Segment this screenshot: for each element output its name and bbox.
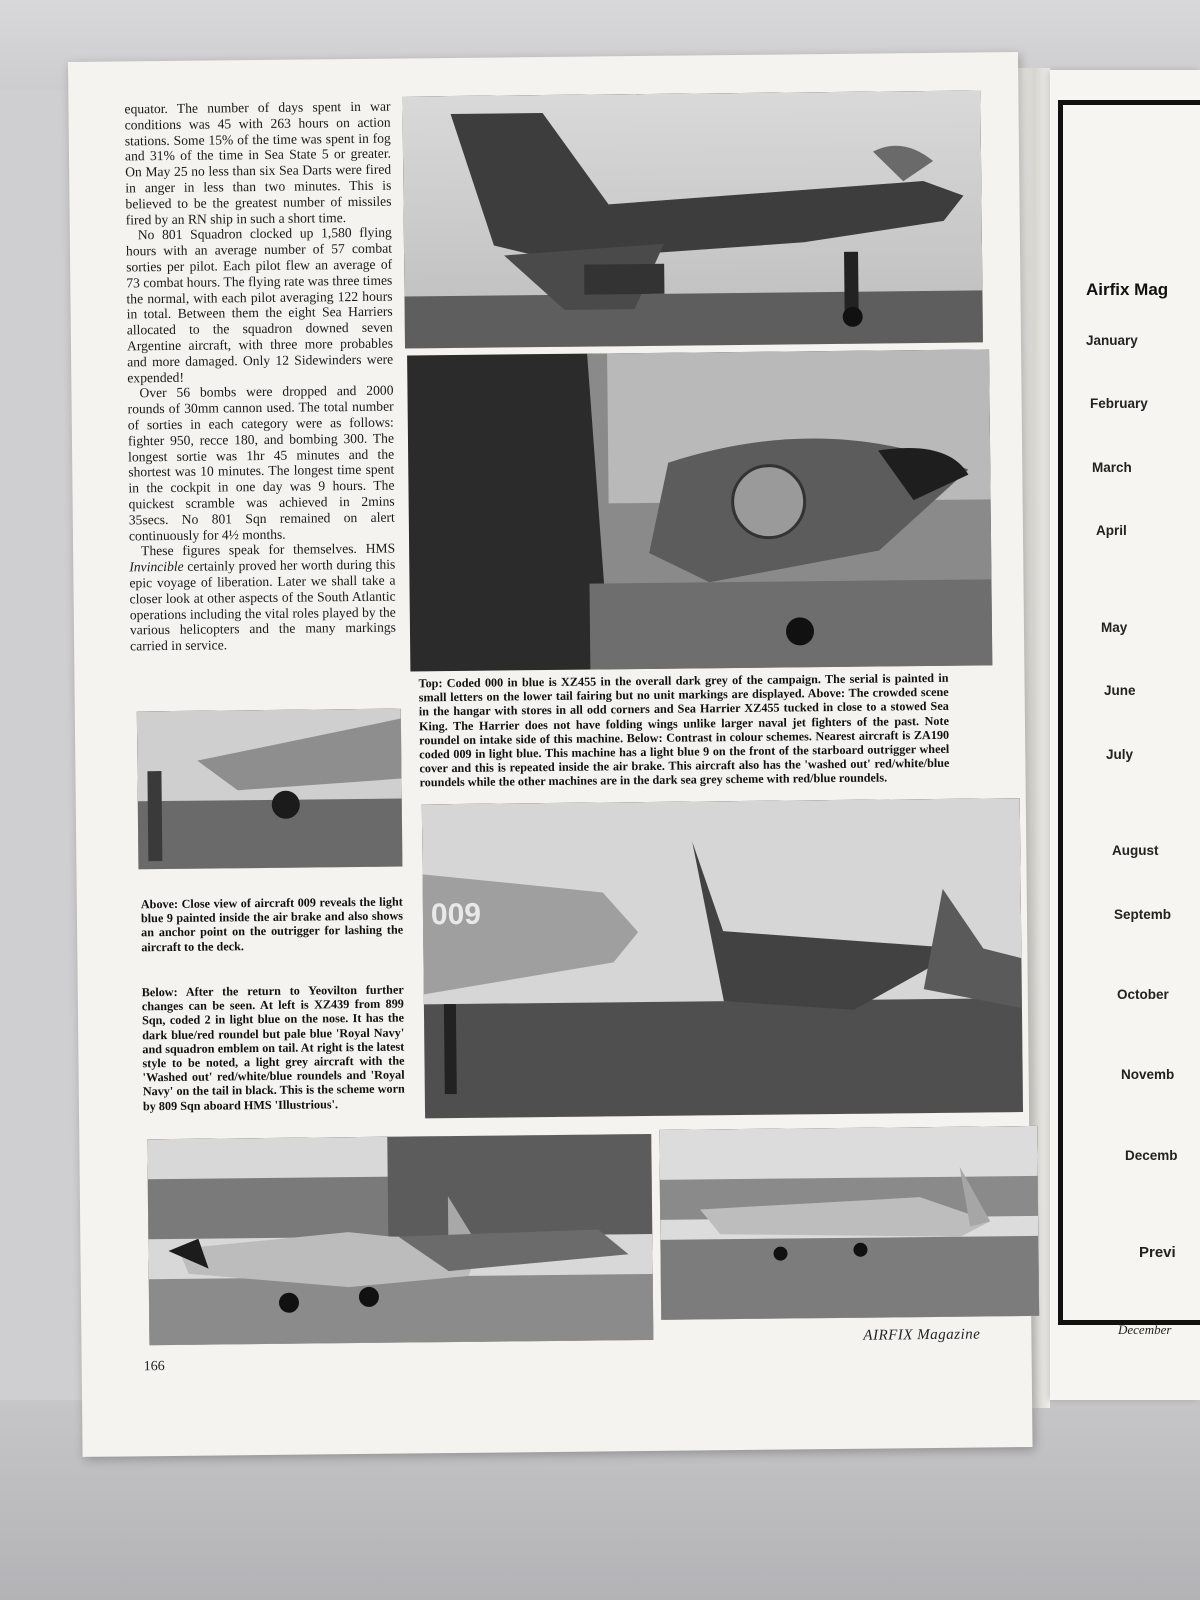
month-label: August (1112, 843, 1159, 858)
photo-hangar (407, 349, 992, 671)
text-span: certainly proved her worth during this epic voyage of liberation. Later we shall take a closer look at other aspects of the South Atlantic operations including the vital roles played by the various helicopters and the many markings carried in service. (129, 556, 397, 654)
photo-harrier-side (402, 90, 983, 348)
ship-name: Invincible (129, 558, 184, 575)
magazine-footer: AIRFIX Magazine (863, 1326, 981, 1344)
month-label: June (1104, 683, 1136, 698)
photo-outrigger-closeup (137, 709, 403, 870)
article-column (124, 99, 396, 655)
photo-colour-schemes (422, 798, 1023, 1118)
month-label: February (1090, 396, 1148, 411)
calendar-title: Airfix Mag (1086, 280, 1169, 299)
article-paragraph (129, 541, 396, 654)
month-label: Novemb (1121, 1067, 1175, 1082)
calendar-footer: December (1118, 1322, 1172, 1337)
photo-yeovilton-right (659, 1126, 1039, 1320)
article-paragraph: Over 56 bombs were dropped and 2000 rounds of 30mm cannon used. The total number of sorties in each category were as follows: fighter 950, recce 180, and bombing 300. The longest sortie was 1hr 45 minutes and the shortest was 10 minutes. The longest time spent in the cockpit in one day was 9 hours. The quickest scramble was achieved in 2mins 35secs. No 801 Sqn remained on alert continuously for 4½ months. (127, 382, 395, 543)
photo-yeovilton-left (147, 1134, 653, 1345)
month-label: Septemb (1114, 907, 1172, 922)
month-label: May (1101, 620, 1128, 635)
month-label: October (1117, 987, 1169, 1002)
month-label: January (1086, 333, 1138, 348)
magazine-page (68, 52, 1033, 1457)
page-number: 166 (143, 1359, 165, 1375)
right-page (1050, 70, 1200, 1400)
month-label: July (1106, 747, 1134, 762)
article-paragraph: No 801 Squadron clocked up 1,580 flying hours with an average number of 57 combat sorties per pilot. Each pilot flew an average of 73 combat hours. The flying rate was three times the normal, with each pilot averaging 122 hours in total. Between them the eight Sea Harriers allocated to the squadron downed seven Argentine aircraft, with three more probables and more damaged. Only 12 Sidewinders were expended! (125, 224, 394, 385)
article-paragraph: equator. The number of days spent in war conditions was 45 with 263 hours on action stations. Some 15% of the time was spent in fog and 31% of the time in Sea State 5 or greater. On May 25 no less than six Sea Darts were fired in anger in less than two minutes. This is believed to be the greatest number of missiles fired by an RN ship in such a short time. (124, 98, 392, 227)
caption-yeovilton: Below: After the return to Yeovilton further changes can be seen. At left is XZ439 from 899 Sqn, coded 2 in light blue on the nose. It has the dark blue/red roundel but pale blue 'Royal Navy' and squadron emblem on tail. At right is the latest style to be noted, a light grey aircraft with the 'Washed out' red/white/blue roundels and 'Royal Navy' on the tail in black. This is the scheme worn by 809 Sqn aboard HMS 'Illustrious'. (141, 982, 405, 1113)
month-label: Decemb (1125, 1148, 1178, 1163)
month-label: April (1096, 523, 1127, 538)
previous-label: Previ (1139, 1244, 1176, 1261)
text-span: These figures speak for themselves. HMS (141, 540, 396, 559)
nose-code: 009 (430, 897, 482, 932)
caption-main: Top: Coded 000 in blue is XZ455 in the overall dark grey of the campaign. The serial is painted in small letters on the lower tail fairing but no unit markings are displayed. Above: The crowded scene in the hangar with stores in all odd corners and Sea Harrier XZ455 tucked in close to a stowed Sea King. The Harrier does not have folding wings unlike larger naval jet fighters of the past. Note roundel on intake side of this machine. Below: Contrast in colour schemes. Nearest aircraft is ZA190 coded 009 in light blue. This machine has a light blue 9 on the front of the starboard outrigger wheel cover and this is repeated inside the air brake. This aircraft also has the 'washed out' red/white/blue roundels while the other machines are in the dark sea grey scheme with red/blue roundels. (418, 670, 950, 790)
month-label: March (1092, 460, 1132, 475)
caption-closeup: Above: Close view of aircraft 009 reveals the light blue 9 painted inside the air brake and also shows an anchor point on the outrigger for lashing the aircraft to the deck. (140, 894, 404, 954)
